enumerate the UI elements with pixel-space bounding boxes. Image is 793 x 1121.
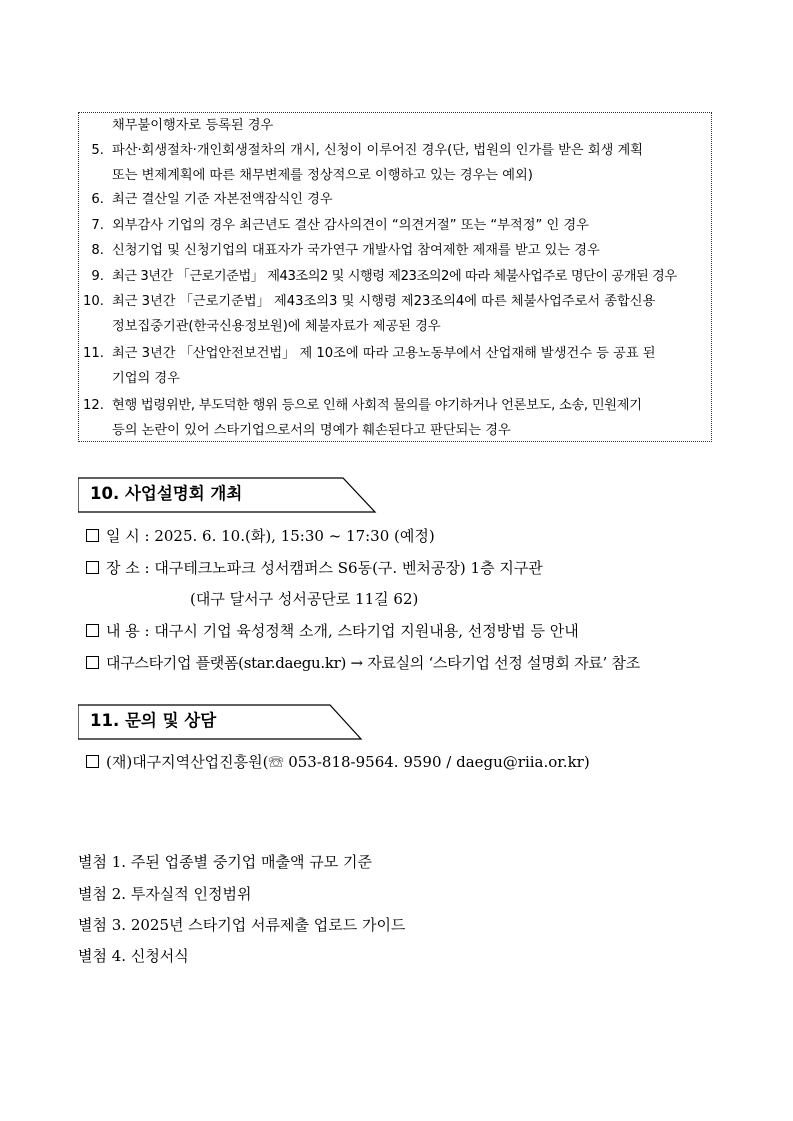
criteria-number: 5. (91, 143, 104, 158)
criteria-number: 11. (83, 346, 104, 361)
criteria-number: 12. (83, 398, 104, 413)
checkbox-bullet-icon (86, 529, 99, 542)
event-date-line (86, 526, 435, 546)
criteria-number: 10. (83, 294, 104, 309)
criteria-line: 등의 논란이 있어 스타기업으로서의 명예가 훼손된다고 판단되는 경우 (112, 423, 511, 438)
criteria-line: 또는 변제계획에 따른 채무변제를 정상적으로 이행하고 있는 경우는 예외) (112, 168, 533, 183)
criteria-line: 최근 3년간 「산업안전보건법」 제 10조에 따라 고용노동부에서 산업재해 발생건수 등 공표 된 (112, 346, 656, 361)
event-location-text: 장 소 : 대구테크노파크 성서캠퍼스 S6동(구. 벤처공장) 1층 지구관 (106, 559, 543, 577)
contact-line (86, 752, 590, 772)
event-content-text: 내 용 : 대구시 기업 육성정책 소개, 스타기업 지원내용, 선정방법 등 안내 (106, 622, 579, 640)
attachment-item: 별첨 1. 주된 업종별 중기업 매출액 규모 기준 (78, 853, 373, 871)
criteria-line: 외부감사 기업의 경우 최근년도 결산 감사의견이 “의견거절” 또는 “부적정” 인 경우 (112, 218, 589, 233)
criteria-line: 현행 법령위반, 부도덕한 행위 등으로 인해 사회적 물의를 야기하거나 언론보도, 소송, 민원제기 (112, 398, 642, 413)
section-10-header (78, 477, 378, 511)
criteria-number: 8. (91, 243, 104, 258)
checkbox-bullet-icon (86, 561, 99, 574)
criteria-number: 7. (91, 218, 104, 233)
criteria-number: 9. (91, 269, 104, 284)
criteria-line: 최근 3년간 「근로기준법」 제43조의2 및 시행령 제23조의2에 따라 체불사업주로 명단이 공개된 경우 (112, 269, 677, 284)
event-location-line (86, 558, 543, 578)
event-content-line (86, 621, 579, 641)
checkbox-bullet-icon (86, 624, 99, 637)
criteria-line: 채무불이행자로 등록된 경우 (112, 118, 274, 133)
criteria-line: 최근 결산일 기준 자본전액잠식인 경우 (112, 192, 333, 207)
checkbox-bullet-icon (86, 656, 99, 669)
criteria-line: 신청기업 및 신청기업의 대표자가 국가연구 개발사업 참여제한 제재를 받고 있는 경우 (112, 243, 600, 258)
section-11-header (78, 704, 363, 738)
event-materials-line (86, 653, 640, 673)
attachment-item: 별첨 4. 신청서식 (78, 947, 189, 965)
criteria-line: 정보집중기관(한국신용정보원)에 체불자료가 제공된 경우 (112, 319, 441, 334)
section-11-title: 11. 문의 및 상담 (90, 711, 217, 730)
criteria-line: 최근 3년간 「근로기준법」 제43조의3 및 시행령 제23조의4에 따른 체불사업주로서 종합신용 (112, 294, 656, 309)
event-date-text: 일 시 : 2025. 6. 10.(화), 15:30 ~ 17:30 (예정) (106, 527, 435, 545)
criteria-line: 파산·회생절차·개인회생절차의 개시, 신청이 이루어진 경우(단, 법원의 인가를 받은 회생 계획 (112, 143, 643, 158)
event-address-text: (대구 달서구 성서공단로 11길 62) (190, 590, 419, 608)
attachment-item: 별첨 2. 투자실적 인정범위 (78, 885, 252, 903)
event-materials-text: 대구스타기업 플랫폼(star.daegu.kr) → 자료실의 ‘스타기업 선정 설명회 자료’ 참조 (106, 654, 640, 672)
criteria-number: 6. (91, 192, 104, 207)
contact-text: (재)대구지역산업진흥원(☏ 053-818-9564. 9590 / daegu@riia.or.kr) (106, 753, 590, 771)
attachment-item: 별첨 3. 2025년 스타기업 서류제출 업로드 가이드 (78, 916, 406, 934)
criteria-line: 기업의 경우 (112, 371, 180, 386)
checkbox-bullet-icon (86, 755, 99, 768)
section-10-title: 10. 사업설명회 개최 (90, 484, 243, 503)
